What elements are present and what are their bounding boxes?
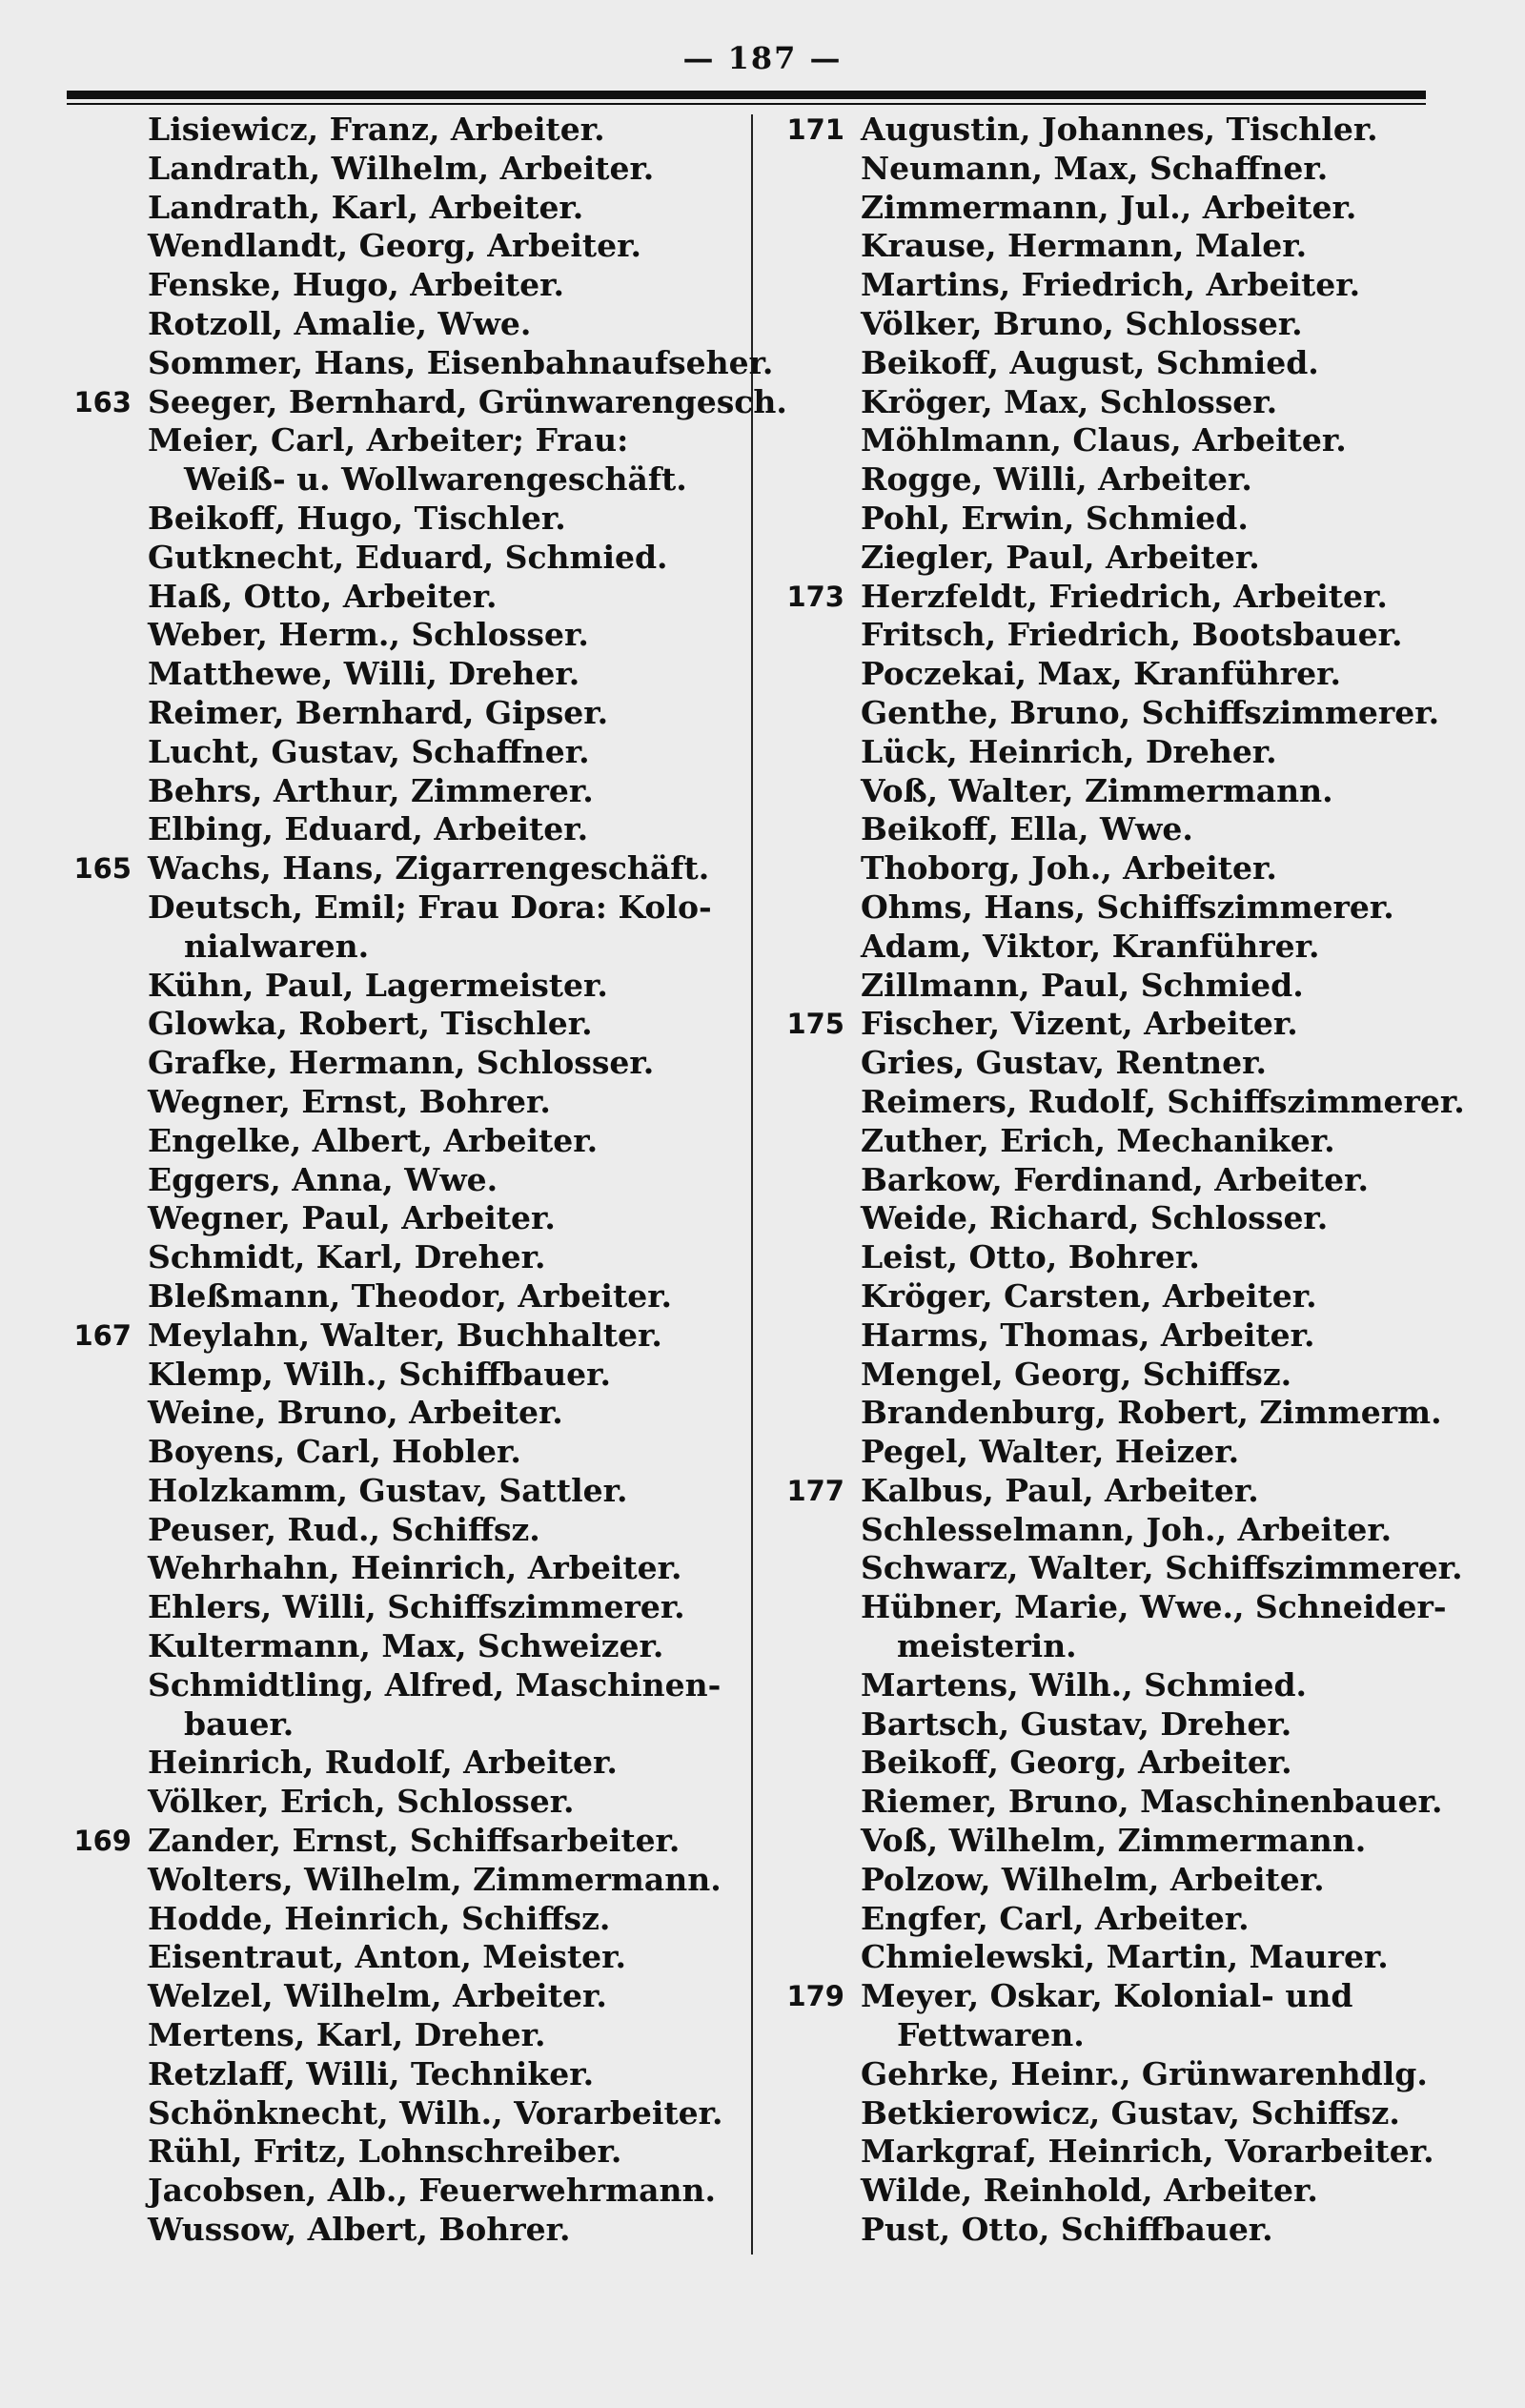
resident-entry-text: Neumann, Max, Schaffner. — [861, 149, 1329, 187]
resident-entry-text: Kröger, Max, Schlosser. — [861, 382, 1278, 420]
resident-entry-text: Meylahn, Walter, Buchhalter. — [148, 1316, 662, 1354]
resident-entry-text: Voß, Wilhelm, Zimmermann. — [861, 1822, 1367, 1860]
directory-entry — [57, 1822, 739, 1861]
directory-entry — [57, 1900, 739, 1939]
resident-entry-text: Eisentraut, Anton, Meister. — [148, 1938, 627, 1976]
directory-entry — [57, 655, 739, 694]
resident-entry-text: Poczekai, Max, Kranführer. — [861, 655, 1341, 693]
directory-entry — [57, 1083, 739, 1122]
resident-entry-text: Zillmann, Paul, Schmied. — [861, 966, 1304, 1004]
directory-entry — [57, 1783, 739, 1822]
directory-entry — [770, 888, 1475, 928]
directory-entry — [57, 2016, 739, 2055]
resident-entry-text: Augustin, Johannes, Tischler. — [861, 111, 1378, 148]
directory-entry — [57, 1472, 739, 1511]
directory-entry — [57, 849, 739, 888]
resident-entry-text: Beikoff, Georg, Arbeiter. — [861, 1744, 1292, 1782]
directory-entry — [57, 1199, 739, 1238]
resident-entry-text: Landrath, Wilhelm, Arbeiter. — [148, 149, 655, 187]
directory-entry — [770, 1900, 1475, 1939]
resident-entry-continuation: Weiß- u. Wollwarengeschäft. — [184, 460, 687, 499]
directory-entry — [57, 694, 739, 733]
resident-entry-continuation: bauer. — [184, 1704, 295, 1743]
resident-entry-text: Jacobsen, Alb., Feuerwehrmann. — [148, 2172, 716, 2210]
directory-entry — [770, 1822, 1475, 1861]
resident-entry-text: Rogge, Willi, Arbeiter. — [861, 460, 1252, 499]
directory-entry — [57, 305, 739, 344]
resident-entry-text: Engelke, Albert, Arbeiter. — [148, 1121, 599, 1159]
directory-entry — [57, 733, 739, 772]
directory-entry — [57, 1356, 739, 1395]
directory-entry — [57, 888, 739, 967]
house-number: 175 — [786, 1008, 844, 1041]
directory-entry — [770, 1044, 1475, 1083]
directory-entry — [57, 2094, 739, 2133]
directory-entry — [57, 343, 774, 383]
resident-entry-text: Engfer, Carl, Arbeiter. — [861, 1899, 1250, 1937]
resident-entry-text: Grafke, Hermann, Schlosser. — [148, 1044, 655, 1082]
directory-entry — [770, 305, 1475, 344]
resident-entry-text: Kühn, Paul, Lagermeister. — [148, 966, 608, 1004]
directory-entry — [770, 1161, 1475, 1200]
right-column — [770, 111, 1475, 2250]
directory-entry — [57, 772, 739, 811]
resident-entry-text: Weide, Richard, Schlosser. — [861, 1199, 1329, 1237]
resident-entry-text: Adam, Viktor, Kranführer. — [861, 927, 1320, 965]
resident-entry-text: Welzel, Wilhelm, Arbeiter. — [148, 1977, 607, 2015]
directory-entry — [770, 460, 1475, 500]
directory-entry — [770, 1199, 1475, 1238]
directory-entry — [770, 383, 1475, 422]
resident-entry-text: Matthewe, Willi, Dreher. — [148, 655, 580, 693]
directory-entry — [770, 1549, 1475, 1588]
directory-entry — [57, 1627, 739, 1666]
directory-entry — [57, 1511, 739, 1550]
directory-entry — [770, 810, 1475, 849]
directory-entry — [57, 1238, 739, 1277]
directory-entry — [770, 733, 1475, 772]
resident-entry-text: Reimers, Rudolf, Schiffszimmerer. — [861, 1082, 1465, 1120]
directory-entry — [57, 382, 787, 422]
resident-entry-text: Gehrke, Heinr., Grünwarenhdlg. — [861, 2054, 1428, 2092]
resident-entry-text: Gutknecht, Eduard, Schmied. — [148, 538, 668, 576]
resident-entry-text: Riemer, Bruno, Maschinenbauer. — [861, 1783, 1443, 1821]
resident-entry-text: Boyens, Carl, Hobler. — [148, 1433, 521, 1471]
directory-entry — [770, 1277, 1475, 1316]
directory-entry — [770, 1666, 1475, 1705]
resident-entry-text: Brandenburg, Robert, Zimmerm. — [861, 1394, 1442, 1432]
directory-entry — [57, 189, 739, 228]
directory-entry — [57, 1394, 739, 1433]
directory-entry — [57, 1005, 739, 1044]
resident-entry-text: Sommer, Hans, Eisenbahnaufseher. — [148, 343, 774, 381]
resident-entry-text: Schmidtling, Alfred, Maschinen- — [148, 1665, 722, 1704]
directory-entry — [770, 1472, 1475, 1511]
resident-entry-text: Hübner, Marie, Wwe., Schneider- — [861, 1588, 1447, 1626]
resident-entry-text: Deutsch, Emil; Frau Dora: Kolo- — [148, 888, 712, 926]
directory-entry — [770, 421, 1475, 460]
directory-entry — [770, 2055, 1475, 2094]
resident-entry-text: Zuther, Erich, Mechaniker. — [861, 1121, 1335, 1159]
resident-entry-text: Martens, Wilh., Schmied. — [861, 1665, 1308, 1704]
directory-entry — [770, 1122, 1475, 1161]
resident-entry-continuation: nialwaren. — [184, 927, 370, 965]
directory-entry — [770, 616, 1475, 655]
directory-entry — [770, 2094, 1475, 2133]
directory-entry — [770, 2133, 1475, 2172]
resident-entry-text: Markgraf, Heinrich, Vorarbeiter. — [861, 2133, 1434, 2171]
directory-entry — [57, 1666, 739, 1745]
directory-entry — [770, 772, 1475, 811]
resident-entry-text: Schönknecht, Wilh., Vorarbeiter. — [148, 2093, 723, 2132]
directory-entry — [770, 150, 1475, 189]
directory-entry — [770, 1238, 1475, 1277]
resident-entry-text: Weber, Herm., Schlosser. — [148, 616, 589, 654]
directory-entry — [57, 1861, 739, 1900]
directory-entry — [770, 1744, 1475, 1783]
resident-entry-text: Ohms, Hans, Schiffszimmerer. — [861, 888, 1394, 926]
directory-entry — [57, 1938, 739, 1977]
resident-entry-text: Genthe, Bruno, Schiffszimmerer. — [861, 693, 1440, 731]
resident-entry-text: Wegner, Paul, Arbeiter. — [148, 1199, 556, 1237]
house-number: 171 — [786, 113, 844, 146]
directory-entry — [57, 1433, 739, 1472]
resident-entry-text: Wendlandt, Georg, Arbeiter. — [148, 227, 641, 265]
directory-entry — [770, 111, 1475, 150]
resident-entry-text: Kröger, Carsten, Arbeiter. — [861, 1276, 1317, 1315]
house-number: 163 — [73, 385, 132, 418]
resident-entry-text: Barkow, Ferdinand, Arbeiter. — [861, 1160, 1369, 1198]
resident-entry-text: Elbing, Eduard, Arbeiter. — [148, 810, 589, 848]
resident-entry-text: Peuser, Rud., Schiffsz. — [148, 1510, 540, 1548]
directory-entry — [770, 1394, 1475, 1433]
page-number: — 187 — — [682, 40, 843, 76]
resident-entry-text: Retzlaff, Willi, Techniker. — [148, 2054, 595, 2092]
resident-entry-text: Haß, Otto, Arbeiter. — [148, 577, 498, 615]
resident-entry-text: Schwarz, Walter, Schiffszimmerer. — [861, 1549, 1463, 1587]
header-rule-thick — [67, 91, 1426, 99]
resident-entry-text: Polzow, Wilhelm, Arbeiter. — [861, 1860, 1325, 1898]
house-number: 169 — [73, 1825, 132, 1858]
directory-entry — [57, 1161, 739, 1200]
resident-entry-text: Beikoff, Hugo, Tischler. — [148, 499, 566, 537]
directory-entry — [57, 539, 739, 578]
directory-entry — [770, 1511, 1475, 1550]
resident-entry-text: Reimer, Bernhard, Gipser. — [148, 693, 609, 731]
resident-entry-text: Meier, Carl, Arbeiter; Frau: — [148, 421, 629, 459]
resident-entry-text: Mertens, Karl, Dreher. — [148, 2016, 546, 2054]
resident-entry-text: Ziegler, Paul, Arbeiter. — [861, 538, 1260, 576]
resident-entry-text: Lisiewicz, Franz, Arbeiter. — [148, 111, 605, 148]
directory-entry — [770, 266, 1475, 305]
resident-entry-text: Pust, Otto, Schiffbauer. — [861, 2211, 1273, 2249]
resident-entry-text: Fenske, Hugo, Arbeiter. — [148, 266, 564, 304]
resident-entry-text: Landrath, Karl, Arbeiter. — [148, 188, 584, 226]
resident-entry-text: Fritsch, Friedrich, Bootsbauer. — [861, 616, 1403, 654]
directory-entry — [57, 266, 739, 305]
directory-entry — [770, 1005, 1475, 1044]
resident-entry-text: Chmielewski, Martin, Maurer. — [861, 1938, 1389, 1976]
directory-entry — [770, 2211, 1475, 2250]
header-rule-thin — [67, 103, 1426, 105]
resident-entry-text: Möhlmann, Claus, Arbeiter. — [861, 421, 1347, 459]
left-column — [57, 111, 787, 2250]
resident-entry-text: Kultermann, Max, Schweizer. — [148, 1627, 664, 1665]
house-number: 173 — [786, 580, 844, 613]
resident-entry-text: Mengel, Georg, Schiffsz. — [861, 1355, 1292, 1393]
directory-entry — [770, 1861, 1475, 1900]
house-number: 165 — [73, 852, 132, 886]
directory-entry — [770, 1588, 1475, 1666]
directory-entry — [770, 1356, 1475, 1395]
resident-entry-text: Seeger, Bernhard, Grünwarengesch. — [148, 382, 787, 420]
resident-entry-text: Wolters, Wilhelm, Zimmermann. — [148, 1860, 722, 1898]
resident-entry-text: Beikoff, August, Schmied. — [861, 343, 1319, 381]
directory-entry — [770, 967, 1475, 1006]
resident-entry-text: Rotzoll, Amalie, Wwe. — [148, 304, 532, 342]
house-number: 177 — [786, 1474, 844, 1507]
directory-entry — [770, 1783, 1475, 1822]
directory-entry — [57, 1744, 739, 1783]
resident-entry-text: Heinrich, Rudolf, Arbeiter. — [148, 1744, 618, 1782]
resident-entry-text: Martins, Friedrich, Arbeiter. — [861, 266, 1361, 304]
directory-entry — [57, 1277, 739, 1316]
resident-entry-text: Kalbus, Paul, Arbeiter. — [861, 1471, 1259, 1509]
directory-entry — [57, 1977, 739, 2016]
resident-entry-text: Holzkamm, Gustav, Sattler. — [148, 1471, 628, 1509]
resident-entry-text: Gries, Gustav, Rentner. — [861, 1044, 1267, 1082]
directory-entry — [57, 2172, 739, 2211]
directory-entry — [57, 1044, 739, 1083]
directory-entry — [770, 500, 1475, 539]
directory-entry — [770, 2172, 1475, 2211]
directory-entry — [770, 189, 1475, 228]
resident-entry-text: Völker, Erich, Schlosser. — [148, 1783, 575, 1821]
resident-entry-text: Pohl, Erwin, Schmied. — [861, 499, 1249, 537]
directory-entry — [57, 111, 739, 150]
resident-entry-text: Schlesselmann, Joh., Arbeiter. — [861, 1510, 1393, 1548]
directory-entry — [770, 578, 1475, 617]
directory-entry — [57, 1122, 739, 1161]
resident-entry-text: Weine, Bruno, Arbeiter. — [148, 1394, 563, 1432]
resident-entry-text: Bartsch, Gustav, Dreher. — [861, 1704, 1292, 1743]
resident-entry-text: Krause, Hermann, Maler. — [861, 227, 1308, 265]
resident-entry-text: Wussow, Albert, Bohrer. — [148, 2211, 571, 2249]
directory-entry — [770, 928, 1475, 967]
resident-entry-text: Pegel, Walter, Heizer. — [861, 1433, 1240, 1471]
resident-entry-text: Behrs, Arthur, Zimmerer. — [148, 771, 594, 809]
directory-entry — [57, 2133, 739, 2172]
directory-entry — [57, 1316, 739, 1356]
resident-entry-text: Harms, Thomas, Arbeiter. — [861, 1316, 1315, 1354]
resident-entry-text: Völker, Bruno, Schlosser. — [861, 304, 1303, 342]
resident-entry-text: Betkierowicz, Gustav, Schiffsz. — [861, 2093, 1400, 2132]
resident-entry-continuation: Fettwaren. — [897, 2016, 1085, 2054]
column-divider — [751, 114, 753, 2255]
resident-entry-text: Wehrhahn, Heinrich, Arbeiter. — [148, 1549, 682, 1587]
directory-entry — [57, 421, 739, 500]
resident-entry-text: Meyer, Oskar, Kolonial- und — [861, 1977, 1353, 2015]
resident-entry-continuation: meisterin. — [897, 1627, 1077, 1665]
house-number: 179 — [786, 1980, 844, 2013]
resident-entry-text: Zander, Ernst, Schiffsarbeiter. — [148, 1822, 681, 1860]
resident-entry-text: Ehlers, Willi, Schiffszimmerer. — [148, 1588, 685, 1626]
resident-entry-text: Lück, Heinrich, Dreher. — [861, 732, 1277, 770]
directory-entry — [770, 1977, 1475, 2055]
resident-entry-text: Rühl, Fritz, Lohnschreiber. — [148, 2133, 622, 2171]
directory-entry — [57, 2211, 739, 2250]
resident-entry-text: Thoborg, Joh., Arbeiter. — [861, 849, 1277, 888]
directory-entry — [57, 1588, 739, 1627]
directory-entry — [57, 578, 739, 617]
directory-entry — [57, 1549, 739, 1588]
resident-entry-text: Hodde, Heinrich, Schiffsz. — [148, 1899, 611, 1937]
directory-entry — [770, 1433, 1475, 1472]
directory-entry — [770, 1316, 1475, 1356]
resident-entry-text: Beikoff, Ella, Wwe. — [861, 810, 1193, 848]
resident-entry-text: Klemp, Wilh., Schiffbauer. — [148, 1355, 612, 1393]
resident-entry-text: Wilde, Reinhold, Arbeiter. — [861, 2172, 1318, 2210]
directory-entry — [770, 344, 1475, 383]
resident-entry-text: Glowka, Robert, Tischler. — [148, 1005, 593, 1043]
resident-entry-text: Lucht, Gustav, Schaffner. — [148, 732, 590, 770]
resident-entry-text: Leist, Otto, Bohrer. — [861, 1238, 1200, 1276]
resident-entry-text: Wachs, Hans, Zigarrengeschäft. — [148, 849, 710, 888]
directory-entry — [57, 2055, 739, 2094]
directory-entry — [57, 500, 739, 539]
directory-entry — [770, 1938, 1475, 1977]
resident-entry-text: Zimmermann, Jul., Arbeiter. — [861, 188, 1357, 226]
directory-entry — [770, 849, 1475, 888]
resident-entry-text: Wegner, Ernst, Bohrer. — [148, 1082, 551, 1120]
resident-entry-text: Eggers, Anna, Wwe. — [148, 1160, 498, 1198]
directory-entry — [770, 227, 1475, 266]
resident-entry-text: Schmidt, Karl, Dreher. — [148, 1238, 546, 1276]
resident-entry-text: Fischer, Vizent, Arbeiter. — [861, 1005, 1298, 1043]
directory-entry — [57, 150, 739, 189]
resident-entry-text: Voß, Walter, Zimmermann. — [861, 771, 1333, 809]
directory-entry — [770, 539, 1475, 578]
directory-entry — [770, 1705, 1475, 1745]
directory-entry — [57, 227, 739, 266]
directory-entry — [57, 616, 739, 655]
directory-entry — [57, 967, 739, 1006]
house-number: 167 — [73, 1318, 132, 1352]
directory-entry — [770, 694, 1475, 733]
directory-entry — [770, 655, 1475, 694]
directory-entry — [770, 1083, 1475, 1122]
directory-entry — [57, 810, 739, 849]
resident-entry-text: Bleßmann, Theodor, Arbeiter. — [148, 1276, 673, 1315]
resident-entry-text: Herzfeldt, Friedrich, Arbeiter. — [861, 577, 1388, 615]
